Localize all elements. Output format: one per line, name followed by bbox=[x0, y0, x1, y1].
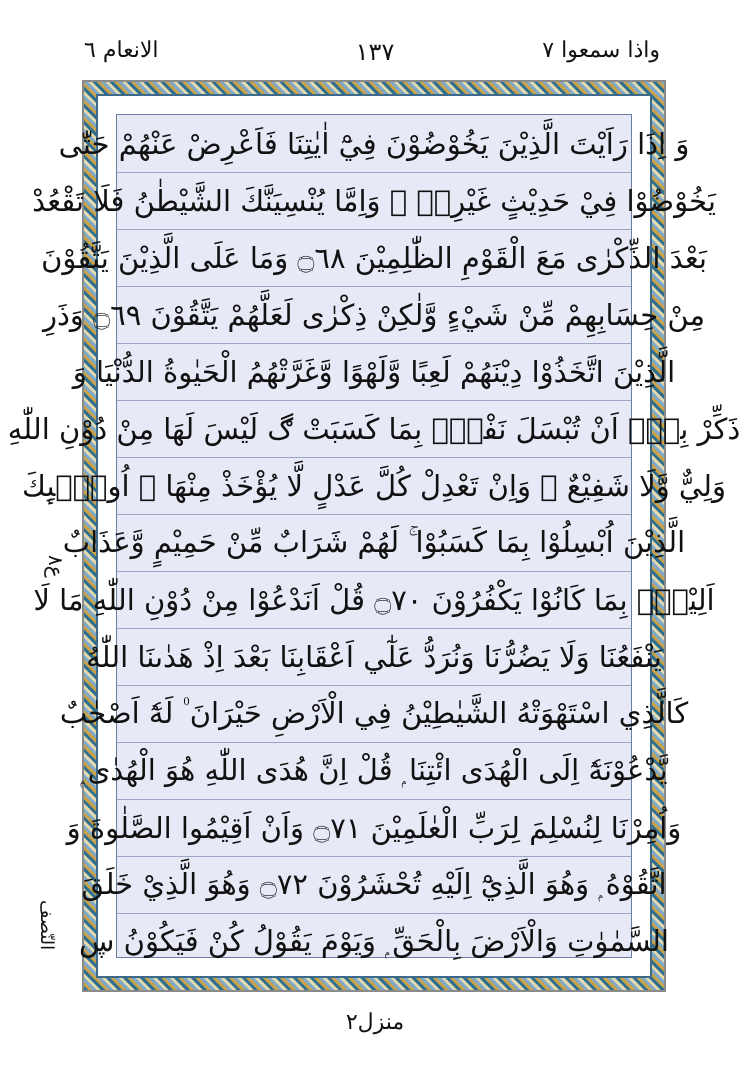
verse-line: السَّمٰوٰتِ وَالْاَرْضَ بِالْحَقِّ ۭ وَيَوْمَ يَقُوْلُ كُنْ فَيَكُوْنُ ڛ bbox=[79, 924, 669, 958]
margin-note: النّصف bbox=[36, 900, 57, 951]
para-name: واذا سمعوا ٧ bbox=[542, 38, 660, 63]
verse-line: بَعْدَ الذِّكْرٰى مَعَ الْقَوْمِ الظّٰلِمِيْنَ ۝٦٨ وَمَا عَلَى الَّذِيْنَ يَتَّقُوْنَ bbox=[117, 229, 631, 287]
verse-line: وَ اِذَا رَاَيْتَ الَّذِيْنَ يَخُوْضُوْنَ فِيْٓ اٰيٰتِنَا فَاَعْرِضْ عَنْهُمْ حَتّٰى bbox=[117, 115, 631, 173]
verse-line: اَلِيْمٌۢ بِمَا كَانُوْا يَكْفُرُوْنَ ۝٧٠ قُلْ اَنَدْعُوْا مِنْ دُوْنِ اللّٰهِ مَا لَا bbox=[117, 571, 631, 629]
verse-line: اتَّقُوْهُ ۭ وَهُوَ الَّذِيْٓ اِلَيْهِ تُحْشَرُوْنَ ۝٧٢ وَهُوَ الَّذِيْ خَلَقَ bbox=[117, 856, 631, 914]
surah-name: الانعام ٦ bbox=[84, 38, 159, 63]
verse-line: يَنْفَعُنَا وَلَا يَضُرُّنَا وَنُرَدُّ عَلٰٓي اَعْقَابِنَا بَعْدَ اِذْ هَدٰىنَا اللّٰهُ bbox=[117, 628, 631, 686]
verse-line: مِنْ حِسَابِهِمْ مِّنْ شَيْءٍ وَّلٰكِنْ ذِكْرٰى لَعَلَّهُمْ يَتَّقُوْنَ ۝٦٩ وَذَرِ bbox=[117, 286, 631, 344]
verse-line: ذَكِّرْ بِهٖٓ اَنْ تُبْسَلَ نَفْسٌۢ بِمَا كَسَبَتْ ڰ لَيْسَ لَهَا مِنْ دُوْنِ اللّٰهِ bbox=[117, 400, 631, 458]
manzil-footer: منزل٢ bbox=[345, 1010, 405, 1035]
verse-line: وَاُمِرْنَا لِنُسْلِمَ لِرَبِّ الْعٰلَمِيْنَ ۝٧١ وَاَنْ اَقِيْمُوا الصَّلٰوةَ وَ bbox=[117, 799, 631, 857]
page-header bbox=[0, 38, 750, 78]
verse-line: يَّدْعُوْنَهٗٓ اِلَى الْهُدَى ائْتِنَا ۭ قُلْ اِنَّ هُدَى اللّٰهِ هُوَ الْهُدٰى ۭ bbox=[117, 742, 631, 800]
verse-line: الَّذِيْنَ اتَّخَذُوْا دِيْنَهُمْ لَعِبًا وَّلَهْوًا وَّغَرَّتْهُمُ الْحَيٰوةُ الدُّنْيَا وَ bbox=[117, 343, 631, 401]
ruku-mark: ع٨ bbox=[44, 555, 68, 578]
verse-line: وَلِيٌّ وَّلَا شَفِيْعٌ ۚ وَاِنْ تَعْدِلْ كُلَّ عَدْلٍ لَّا يُؤْخَذْ مِنْهَا ۭ اُولٰۗىِٕكَ bbox=[117, 457, 631, 515]
page-number: ١٣٧ bbox=[355, 38, 395, 66]
verse-line: الَّذِيْنَ اُبْسِلُوْا بِمَا كَسَبُوْا ۚ لَهُمْ شَرَابٌ مِّنْ حَمِيْمٍ وَّعَذَابٌ bbox=[117, 514, 631, 572]
verse-line: كَالَّذِي اسْتَهْوَتْهُ الشَّيٰطِيْنُ فِي الْاَرْضِ حَيْرَانَ ۠ لَهٗٓ اَصْحٰبٌ bbox=[117, 685, 631, 743]
verse-line: يَخُوْضُوْا فِيْ حَدِيْثٍ غَيْرِهٖ ۭ وَاِمَّا يُنْسِيَنَّكَ الشَّيْطٰنُ فَلَا تَقْعُدْ bbox=[117, 172, 631, 230]
